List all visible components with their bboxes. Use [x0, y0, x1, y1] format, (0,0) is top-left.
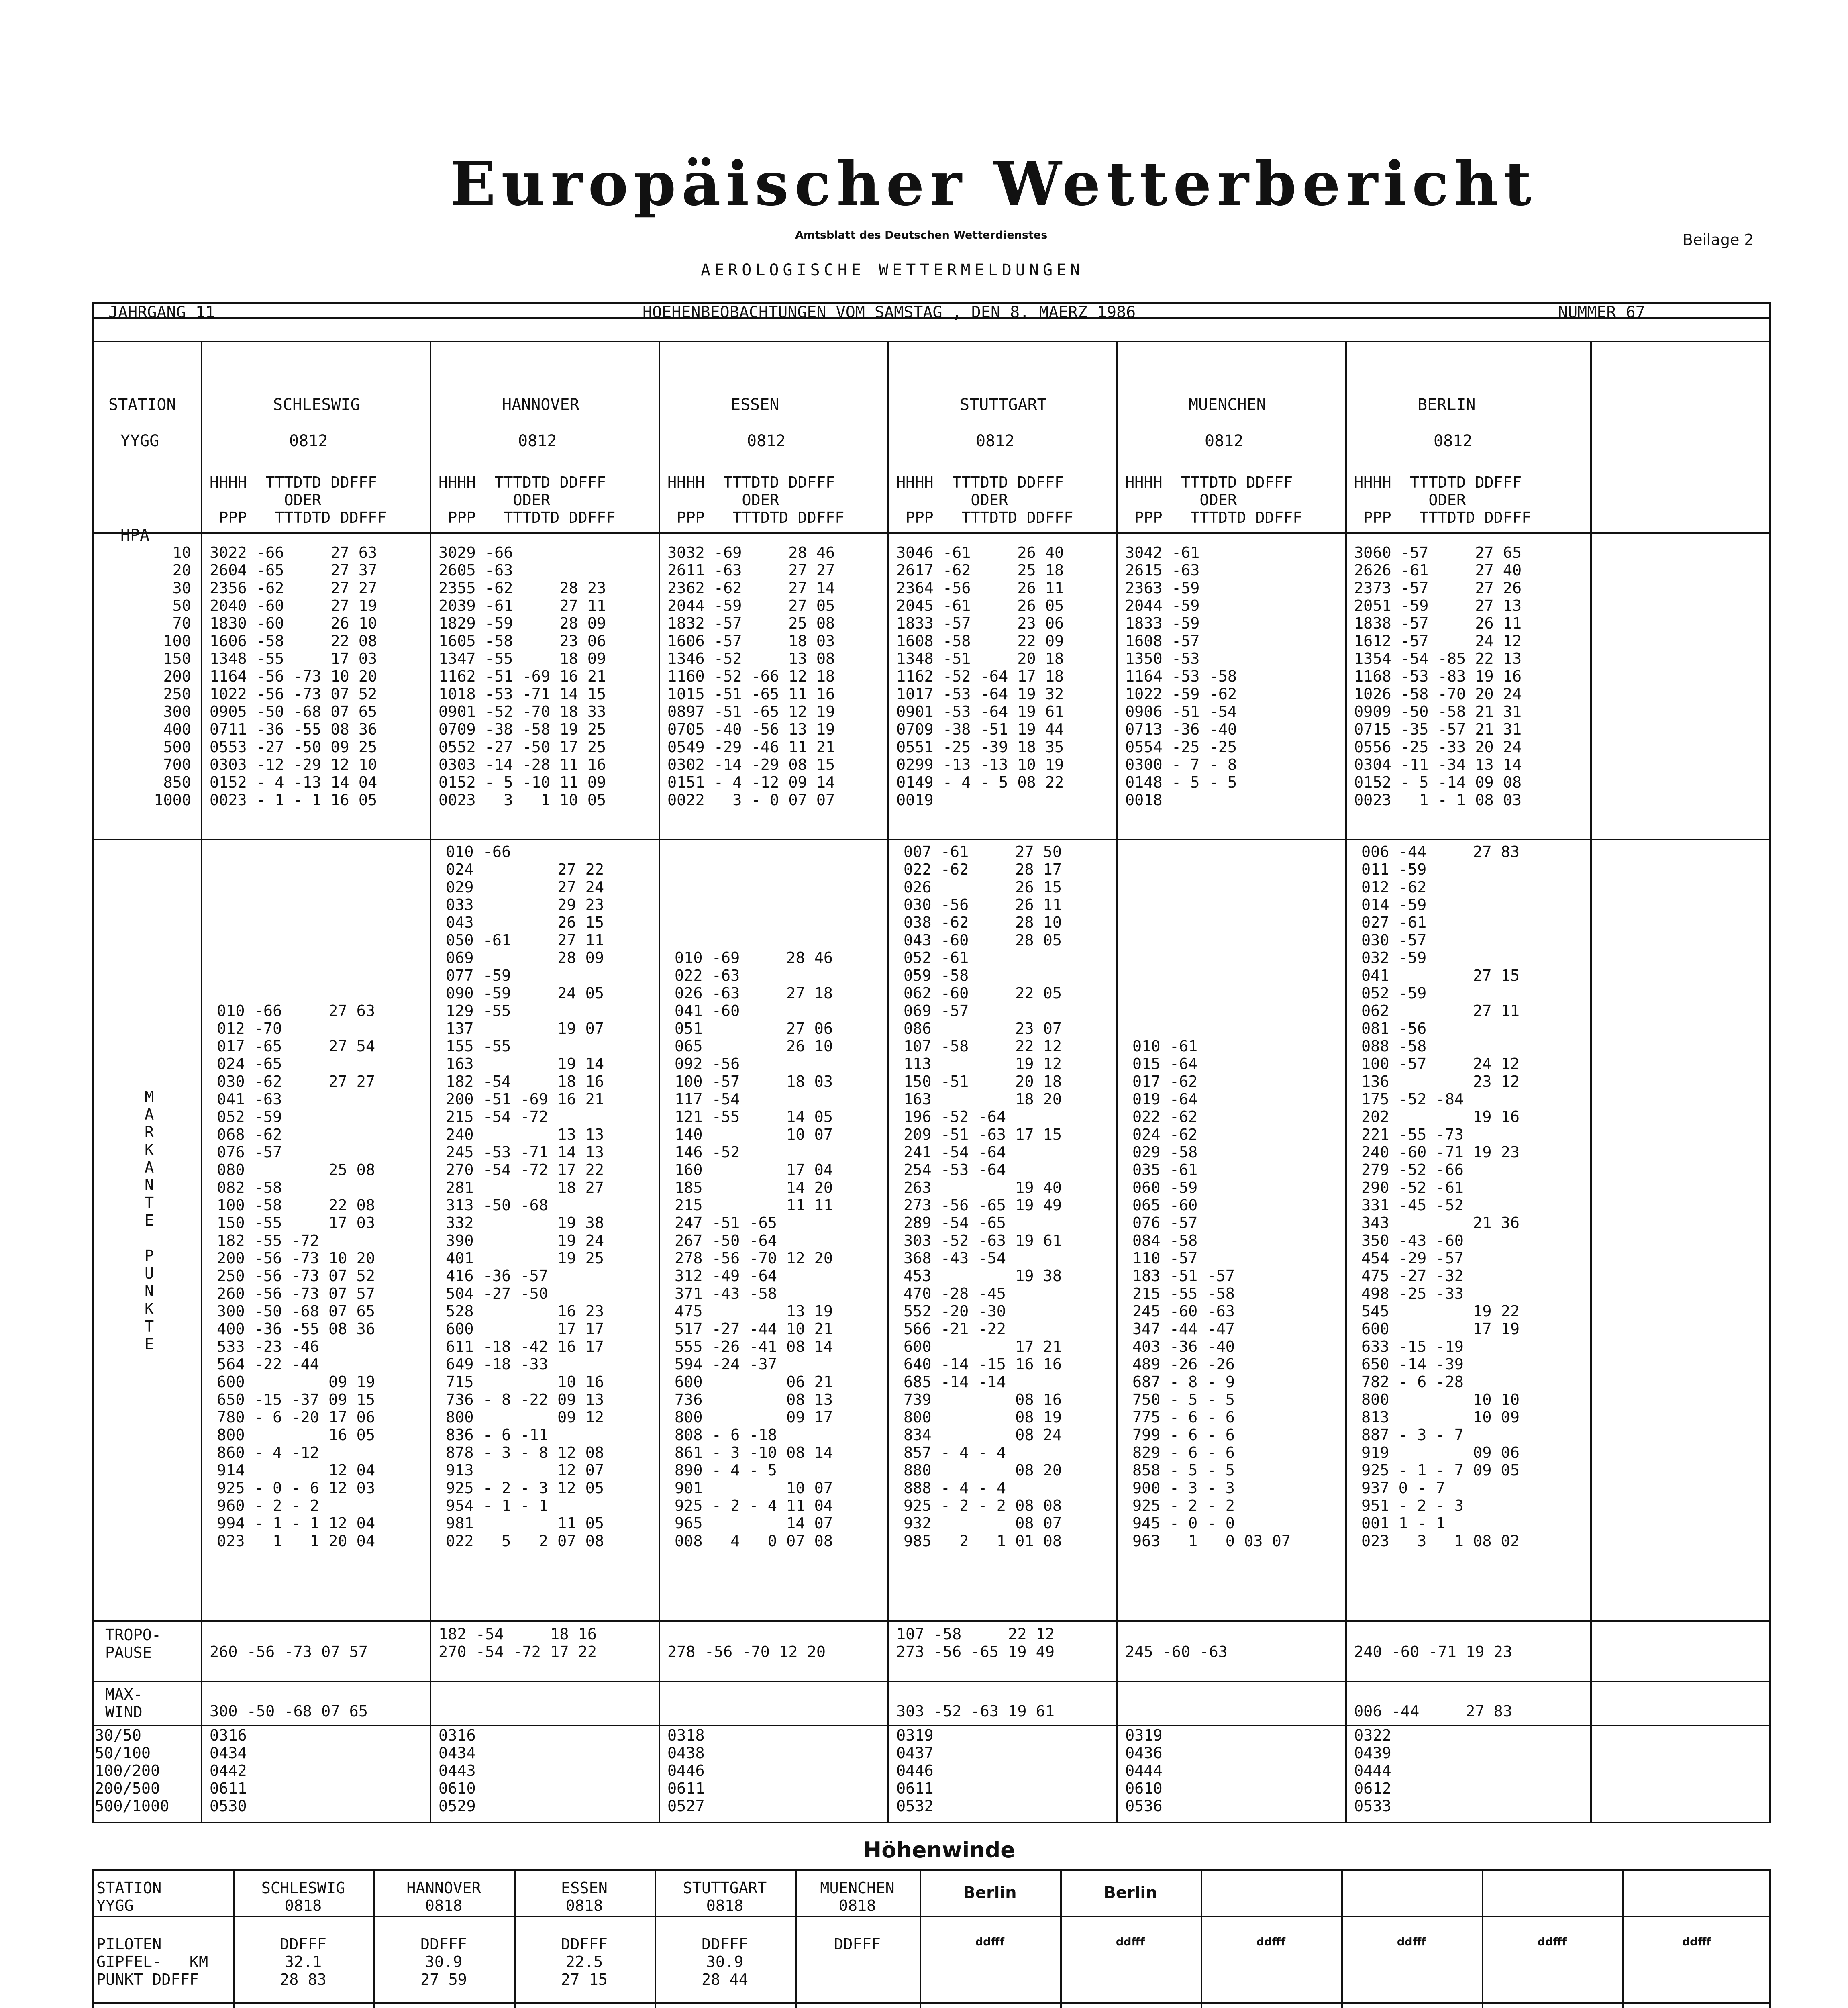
- hw-station-name: STUTTGART 0818: [683, 1879, 767, 1915]
- page-title: Europäischer Wetterbericht: [450, 149, 1537, 219]
- significant-points: 010 -61 015 -64 017 -62 019 -64 022 -62 024 -62 029 -58 035 -61 060 -59 065 -60 076 -57 084 -58 110 -57 183 -51 -57 215 -55 -58 245 -60 -63 347 -44 -47 403 -36 -40 489 -26 -26 687 - 8 - 9 750 - 5 - 5 775 - 6 - 6 799 - 6 - 6 829 - 6 - 6 858 - 5 - 5 900 - 3 - 3 925 - 2 - 2 945 - 0 - 0 963 1 0 03 07: [1132, 1037, 1291, 1550]
- standard-levels: 3032 -69 28 46 2611 -63 27 27 2362 -62 27 14 2044 -59 27 05 1832 -57 25 08 1606 -57 18 03 1346 -52 13 08 1160 -52 -66 12 18 1015 -51 -65 11 16 0897 -51 -65 12 19 0705 -40 -56 13 19 0549 -29 -46 11 21 0302 -14 -29 08 15 0151 - 4 -12 09 14 0022 3 - 0 07 07: [667, 544, 835, 809]
- station-name: ESSEN: [731, 396, 779, 414]
- tropopause-values: 182 -54 18 16 270 -54 -72 17 22: [439, 1625, 597, 1661]
- significant-points: 006 -44 27 83 011 -59 012 -62 014 -59 027 -61 030 -57 032 -59 041 27 15 052 -59 062 27 11 081 -56 088 -58 100 -57 24 12 136 23 12 175 -52 -84 202 19 16 221 -55 -73 240 -60 -71 19 23 279 -52 -66 290 -52 -61 331 -45 -52 343 21 36 350 -43 -60 454 -29 -57 475 -27 -32 498 -25 -33 545 19 22 600 17 19 633 -15 -19 650 -14 -39 782 - 6 -28 800 10 10 813 10 09 887 - 3 - 7 919 09 06 925 - 1 - 7 09 05 937 0 - 7 951 - 2 - 3 001 1 - 1 023 3 1 08 02: [1361, 843, 1520, 1550]
- observation-date: HOEHENBEOBACHTUNGEN VOM SAMSTAG , DEN 8. MAERZ 1986: [643, 303, 1136, 322]
- section-title: AEROLOGISCHE WETTERMELDUNGEN: [701, 261, 1084, 280]
- station-yygg: 0812: [976, 432, 1015, 450]
- layer-values: 0318 0438 0446 0611 0527: [667, 1726, 705, 1815]
- form-ddfff: ddfff: [1116, 1936, 1145, 1948]
- divider: [1116, 341, 1118, 1823]
- beilage-label: Beilage 2: [1683, 231, 1754, 249]
- standard-levels: 3029 -66 2605 -63 2355 -62 28 23 2039 -61 27 11 1829 -59 28 09 1605 -58 23 06 1347 -55 18 09 1162 -51 -69 16 21 1018 -53 -71 14 15 0901 -52 -70 18 33 0709 -38 -58 19 25 0552 -27 -50 17 25 0303 -14 -28 11 16 0152 - 5 -10 11 09 0023 3 1 10 05: [439, 544, 606, 809]
- station-yygg: 0812: [1434, 432, 1473, 450]
- station-yygg: 0812: [518, 432, 557, 450]
- form-station-berlin: Berlin: [1103, 1884, 1157, 1902]
- form-station-berlin: Berlin: [963, 1884, 1017, 1902]
- tropopause-values: 278 -56 -70 12 20: [667, 1643, 826, 1661]
- maxwind-values: 303 -52 -63 19 61: [896, 1702, 1055, 1720]
- hw-station-name: SCHLESWIG 0818: [261, 1879, 345, 1915]
- hw-gipfel-values: DDFFF 30.9 28 44: [702, 1935, 748, 1989]
- divider: [92, 2002, 1771, 2004]
- page-subtitle: Amtsblatt des Deutschen Wetterdienstes: [795, 229, 1048, 241]
- divider: [92, 1681, 1771, 1682]
- station-name: BERLIN: [1418, 396, 1476, 414]
- divider: [1590, 341, 1592, 1823]
- column-head: HHHH TTTDTD DDFFF ODER PPP TTTDTD DDFFF: [210, 473, 387, 527]
- divider: [659, 341, 660, 1823]
- form-ddfff: ddfff: [1256, 1936, 1286, 1948]
- jahrgang-label: JAHRGANG 11: [108, 303, 215, 322]
- tropopause-values: 240 -60 -71 19 23: [1354, 1643, 1513, 1661]
- standard-levels: 3022 -66 27 63 2604 -65 27 37 2356 -62 27 27 2040 -60 27 19 1830 -60 26 10 1606 -58 22 08 1348 -55 17 03 1164 -56 -73 10 20 1022 -56 -73 07 52 0905 -50 -68 07 65 0711 -36 -55 08 36 0553 -27 -50 09 25 0303 -12 -29 12 10 0152 - 4 -13 14 04 0023 - 1 - 1 16 05: [210, 544, 377, 809]
- pressure-levels: 10 20 30 50 70 100 150 200 250 300 400 500 700 850 1000: [154, 544, 191, 809]
- hw-gipfel-values: DDFFF: [834, 1935, 881, 1953]
- station-label: STATION: [108, 396, 176, 414]
- station-yygg: 0812: [289, 432, 328, 450]
- form-ddfff: ddfff: [1537, 1936, 1567, 1948]
- station-name: MUENCHEN: [1189, 396, 1266, 414]
- layer-values: 0319 0437 0446 0611 0532: [896, 1726, 934, 1815]
- station-name: SCHLESWIG: [273, 396, 360, 414]
- station-name: STUTTGART: [960, 396, 1047, 414]
- issue-number: NUMMER 67: [1558, 303, 1645, 322]
- markante-punkte-label: M A R K A N T E P U N K T E: [145, 1088, 154, 1353]
- hpa-label: HPA: [120, 526, 150, 545]
- column-head: HHHH TTTDTD DDFFF ODER PPP TTTDTD DDFFF: [896, 473, 1073, 527]
- station-yygg: 0812: [1205, 432, 1244, 450]
- hw-station-name: ESSEN 0818: [561, 1879, 608, 1915]
- tropopause-values: 260 -56 -73 07 57: [210, 1643, 368, 1661]
- hw-station-name: HANNOVER 0818: [406, 1879, 481, 1915]
- layer-label: 30/50 50/100 100/200 200/500 500/1000: [95, 1726, 169, 1815]
- form-ddfff: ddfff: [975, 1936, 1005, 1948]
- tropopause-values: 245 -60 -63: [1125, 1643, 1228, 1661]
- significant-points: 010 -66 27 63 012 -70 017 -65 27 54 024 -65 030 -62 27 27 041 -63 052 -59 068 -62 076 -57 080 25 08 082 -58 100 -58 22 08 150 -55 17 03 182 -55 -72 200 -56 -73 10 20 250 -56 -73 07 52 260 -56 -73 07 57 300 -50 -68 07 65 400 -36 -55 08 36 533 -23 -46 564 -22 -44 600 09 19 650 -15 -37 09 15 780 - 6 -20 17 06 800 16 05 860 - 4 -12 914 12 04 925 - 0 - 6 12 03 960 - 2 - 2 994 - 1 - 1 12 04 023 1 1 20 04: [217, 1002, 375, 1550]
- layer-values: 0316 0434 0442 0611 0530: [210, 1726, 247, 1815]
- layer-values: 0322 0439 0444 0612 0533: [1354, 1726, 1391, 1815]
- maxwind-values: 300 -50 -68 07 65: [210, 1702, 368, 1720]
- divider: [430, 341, 431, 1823]
- column-head: HHHH TTTDTD DDFFF ODER PPP TTTDTD DDFFF: [1354, 473, 1531, 527]
- divider: [1345, 341, 1347, 1823]
- form-ddfff: ddfff: [1397, 1936, 1426, 1948]
- divider: [92, 839, 1771, 840]
- yygg-label: YYGG: [120, 432, 159, 450]
- hw-gipfel-values: DDFFF 32.1 28 83: [280, 1935, 326, 1989]
- maxwind-values: 006 -44 27 83: [1354, 1702, 1513, 1720]
- standard-levels: 3046 -61 26 40 2617 -62 25 18 2364 -56 26 11 2045 -61 26 05 1833 -57 23 06 1608 -58 22 09 1348 -51 20 18 1162 -52 -64 17 18 1017 -53 -64 19 32 0901 -53 -64 19 61 0709 -38 -51 19 44 0551 -25 -39 18 35 0299 -13 -13 10 19 0149 - 4 - 5 08 22 0019: [896, 544, 1064, 809]
- layer-values: 0316 0434 0443 0610 0529: [439, 1726, 476, 1815]
- divider: [92, 1620, 1771, 1622]
- significant-points: 010 -69 28 46 022 -63 026 -63 27 18 041 -60 051 27 06 065 26 10 092 -56 100 -57 18 03 117 -54 121 -55 14 05 140 10 07 146 -52 160 17 04 185 14 20 215 11 11 247 -51 -65 267 -50 -64 278 -56 -70 12 20 312 -49 -64 371 -43 -58 475 13 19 517 -27 -44 10 21 555 -26 -41 08 14 594 -24 -37 600 06 21 736 08 13 800 09 17 808 - 6 -18 861 - 3 -10 08 14 890 - 4 - 5 901 10 07 925 - 2 - 4 11 04 965 14 07 008 4 0 07 08: [675, 949, 833, 1550]
- column-head: HHHH TTTDTD DDFFF ODER PPP TTTDTD DDFFF: [439, 473, 616, 527]
- divider: [92, 1916, 1771, 1917]
- station-yygg: 0812: [747, 432, 786, 450]
- standard-levels: 3042 -61 2615 -63 2363 -59 2044 -59 1833 -59 1608 -57 1350 -53 1164 -53 -58 1022 -59 -62 0906 -51 -54 0713 -36 -40 0554 -25 -25 0300 - 7 - 8 0148 - 5 - 5 0018: [1125, 544, 1237, 809]
- divider: [201, 341, 202, 1823]
- maxwind-label: MAX- WIND: [105, 1686, 143, 1721]
- hw-gipfel-values: DDFFF 22.5 27 15: [561, 1935, 608, 1989]
- significant-points: 010 -66 024 27 22 029 27 24 033 29 23 043 26 15 050 -61 27 11 069 28 09 077 -59 090 -59 24 05 129 -55 137 19 07 155 -55 163 19 14 182 -54 18 16 200 -51 -69 16 21 215 -54 -72 240 13 13 245 -53 -71 14 13 270 -54 -72 17 22 281 18 27 313 -50 -68 332 19 38 390 19 24 401 19 25 416 -36 -57 504 -27 -50 528 16 23 600 17 17 611 -18 -42 16 17 649 -18 -33 715 10 16 736 - 8 -22 09 13 800 09 12 836 - 6 -11 878 - 3 - 8 12 08 913 12 07 925 - 2 - 3 12 05 954 - 1 - 1 981 11 05 022 5 2 07 08: [446, 843, 604, 1550]
- hoehenwinde-title: Höhenwinde: [863, 1837, 1015, 1863]
- standard-levels: 3060 -57 27 65 2626 -61 27 40 2373 -57 27 26 2051 -59 27 13 1838 -57 26 11 1612 -57 24 12 1354 -54 -85 22 13 1168 -53 -83 19 16 1026 -58 -70 20 24 0909 -50 -58 21 31 0715 -35 -57 21 31 0556 -25 -33 20 24 0304 -11 -34 13 14 0152 - 5 -14 09 08 0023 1 - 1 08 03: [1354, 544, 1522, 809]
- hw-station-name: MUENCHEN 0818: [820, 1879, 895, 1915]
- hw-gipfel-values: DDFFF 30.9 27 59: [420, 1935, 467, 1989]
- tropopause-label: TROPO- PAUSE: [105, 1626, 161, 1662]
- column-head: HHHH TTTDTD DDFFF ODER PPP TTTDTD DDFFF: [667, 473, 844, 527]
- layer-values: 0319 0436 0444 0610 0536: [1125, 1726, 1163, 1815]
- column-head: HHHH TTTDTD DDFFF ODER PPP TTTDTD DDFFF: [1125, 473, 1302, 527]
- hw-station-label: STATION YYGG: [96, 1879, 162, 1915]
- tropopause-values: 107 -58 22 12 273 -56 -65 19 49: [896, 1625, 1055, 1661]
- hw-piloten-label: PILOTEN GIPFEL- KM PUNKT DDFFF: [96, 1935, 208, 1989]
- divider: [92, 532, 1771, 534]
- divider: [887, 341, 889, 1823]
- significant-points: 007 -61 27 50 022 -62 28 17 026 26 15 030 -56 26 11 038 -62 28 10 043 -60 28 05 052 -61 059 -58 062 -60 22 05 069 -57 086 23 07 107 -58 22 12 113 19 12 150 -51 20 18 163 18 20 196 -52 -64 209 -51 -63 17 15 241 -54 -64 254 -53 -64 263 19 40 273 -56 -65 19 49 289 -54 -65 303 -52 -63 19 61 368 -43 -54 453 19 38 470 -28 -45 552 -20 -30 566 -21 -22 600 17 21 640 -14 -15 16 16 685 -14 -14 739 08 16 800 08 19 834 08 24 857 - 4 - 4 880 08 20 888 - 4 - 4 925 - 2 - 2 08 08 932 08 07 985 2 1 01 08: [904, 843, 1062, 1550]
- station-name: HANNOVER: [502, 396, 579, 414]
- form-ddfff: ddfff: [1682, 1936, 1711, 1948]
